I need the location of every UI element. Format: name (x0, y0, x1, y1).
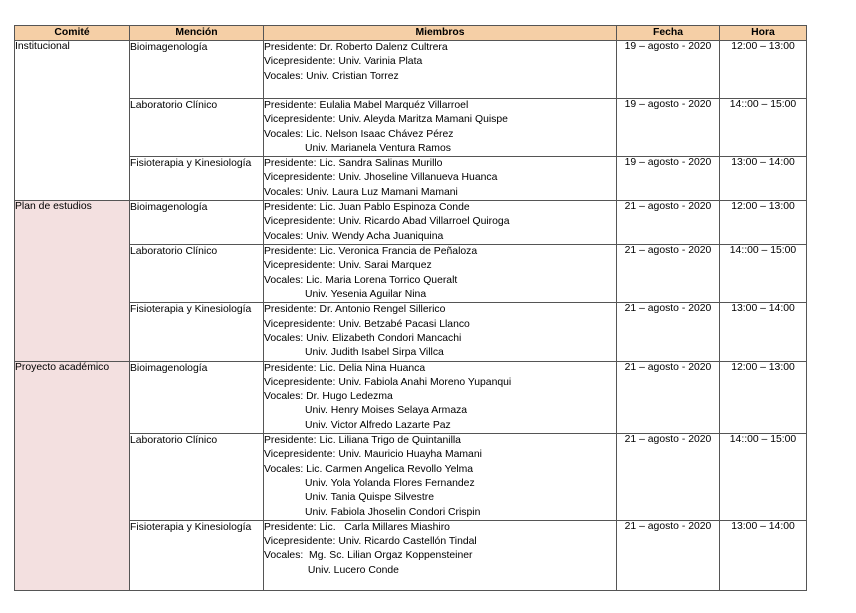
member-line: Vicepresidente: Univ. Aleyda Maritza Mamani Quispe (264, 114, 508, 126)
member-line: Vocales: Lic. Carmen Angelica Revollo Yelma (264, 463, 474, 475)
member-line: Vicepresidente: Univ. Fabiola Anahi Moreno Yupanqui (264, 376, 512, 388)
mencion-cell: Laboratorio Clínico (130, 434, 264, 521)
member-line: Vocales: Univ. Cristian Torrez (264, 70, 399, 82)
member-line: Vicepresidente: Univ. Betzabé Pacasi Llanco (264, 318, 470, 330)
miembros-cell (264, 99, 617, 157)
committee-schedule-table (14, 25, 807, 591)
member-line: Univ. Judith Isabel Sirpa Villca (305, 347, 444, 359)
member-line: Presidente: Lic. Liliana Trigo de Quintanilla (264, 435, 461, 447)
member-line: Univ. Tania Quispe Silvestre (305, 492, 434, 504)
table-row (15, 361, 807, 433)
member-line: Univ. Henry Moises Selaya Armaza (305, 405, 468, 417)
fecha-cell: 21 – agosto - 2020 (617, 361, 720, 433)
fecha-cell: 21 – agosto - 2020 (617, 303, 720, 361)
table-row (15, 303, 807, 361)
miembros-cell (264, 41, 617, 99)
hora-cell: 13:00 – 14:00 (720, 520, 807, 590)
hora-cell: 12:00 – 13:00 (720, 361, 807, 433)
table-row (15, 245, 807, 303)
mencion-cell: Fisioterapia y Kinesiología (130, 303, 264, 361)
member-line: Vicepresidente: Univ. Mauricio Huayha Mamani (264, 449, 482, 461)
hora-cell: 12:00 – 13:00 (720, 41, 807, 99)
table-body (15, 41, 807, 591)
miembros-cell (264, 361, 617, 433)
member-line: Presidente: Dr. Antonio Rengel Sillerico (264, 304, 446, 316)
miembros-cell (264, 520, 617, 590)
member-line: Vicepresidente: Univ. Jhoseline Villanueva Huanca (264, 172, 498, 184)
member-line: Univ. Yola Yolanda Flores Fernandez (305, 477, 475, 489)
header-fecha: Fecha (617, 26, 720, 41)
table-row (15, 157, 807, 201)
hora-cell: 14::00 – 15:00 (720, 99, 807, 157)
table-row (15, 99, 807, 157)
member-line: Univ. Victor Alfredo Lazarte Paz (305, 419, 451, 431)
member-line: Vicepresidente: Univ. Varinia Plata (264, 56, 423, 68)
member-line: Univ. Marianela Ventura Ramos (305, 142, 451, 154)
member-line: Vocales: Univ. Laura Luz Mamani Mamani (264, 186, 458, 198)
table-row (15, 41, 807, 99)
miembros-cell (264, 245, 617, 303)
table-row (15, 201, 807, 245)
mencion-cell: Laboratorio Clínico (130, 99, 264, 157)
member-line: Presidente: Lic. Juan Pablo Espinoza Conde (264, 202, 470, 214)
header-comite: Comité (15, 26, 130, 41)
fecha-cell: 21 – agosto - 2020 (617, 434, 720, 521)
fecha-cell: 21 – agosto - 2020 (617, 201, 720, 245)
fecha-cell: 19 – agosto - 2020 (617, 41, 720, 99)
member-line: Univ. Lucero Conde (305, 564, 399, 576)
hora-cell: 14::00 – 15:00 (720, 434, 807, 521)
member-line: Vicepresidente: Univ. Ricardo Abad Villarroel Quiroga (264, 216, 510, 228)
hora-cell: 13:00 – 14:00 (720, 157, 807, 201)
table-row (15, 520, 807, 590)
comite-cell: Institucional (15, 41, 130, 201)
member-line: Vicepresidente: Univ. Ricardo Castellón Tindal (264, 536, 477, 548)
member-line: Presidente: Lic. Carla Millares Miashiro (264, 521, 450, 533)
member-line: Presidente: Lic. Sandra Salinas Murillo (264, 158, 443, 170)
miembros-cell (264, 303, 617, 361)
fecha-cell: 21 – agosto - 2020 (617, 520, 720, 590)
header-row (15, 26, 807, 41)
fecha-cell: 21 – agosto - 2020 (617, 245, 720, 303)
comite-cell: Plan de estudios (15, 201, 130, 361)
mencion-cell: Laboratorio Clínico (130, 245, 264, 303)
mencion-cell: Bioimagenología (130, 361, 264, 433)
miembros-cell (264, 201, 617, 245)
mencion-cell: Bioimagenología (130, 201, 264, 245)
member-line: Univ. Fabiola Jhoselin Condori Crispin (305, 506, 481, 518)
comite-cell: Proyecto académico (15, 361, 130, 590)
member-line: Vocales: Lic. Nelson Isaac Chávez Pérez (264, 128, 454, 140)
fecha-cell: 19 – agosto - 2020 (617, 157, 720, 201)
table-row (15, 434, 807, 521)
member-line: Presidente: Dr. Roberto Dalenz Cultrera (264, 42, 448, 53)
mencion-cell: Fisioterapia y Kinesiología (130, 157, 264, 201)
member-line: Presidente: Lic. Delia Nina Huanca (264, 362, 426, 374)
mencion-cell: Bioimagenología (130, 41, 264, 99)
hora-cell: 13:00 – 14:00 (720, 303, 807, 361)
hora-cell: 12:00 – 13:00 (720, 201, 807, 245)
header-hora: Hora (720, 26, 807, 41)
member-line: Vocales: Univ. Elizabeth Condori Mancachi (264, 332, 462, 344)
miembros-cell (264, 434, 617, 521)
member-line: Vicepresidente: Univ. Sarai Marquez (264, 260, 432, 272)
hora-cell: 14::00 – 15:00 (720, 245, 807, 303)
member-line: Vocales: Lic. Maria Lorena Torrico Queralt (264, 274, 458, 286)
header-mencion: Mención (130, 26, 264, 41)
miembros-cell (264, 157, 617, 201)
fecha-cell: 19 – agosto - 2020 (617, 99, 720, 157)
member-line: Univ. Yesenia Aguilar Nina (305, 289, 427, 301)
member-line: Vocales: Dr. Hugo Ledezma (264, 391, 393, 403)
member-line: Presidente: Lic. Veronica Francia de Peñaloza (264, 246, 478, 258)
mencion-cell: Fisioterapia y Kinesiología (130, 520, 264, 590)
member-line: Vocales: Univ. Wendy Acha Juaniquina (264, 230, 444, 242)
member-line: Presidente: Eulalia Mabel Marquéz Villarroel (264, 100, 469, 111)
member-line: Vocales: Mg. Sc. Lilian Orgaz Koppensteiner (264, 550, 473, 562)
header-miembros: Miembros (264, 26, 617, 41)
